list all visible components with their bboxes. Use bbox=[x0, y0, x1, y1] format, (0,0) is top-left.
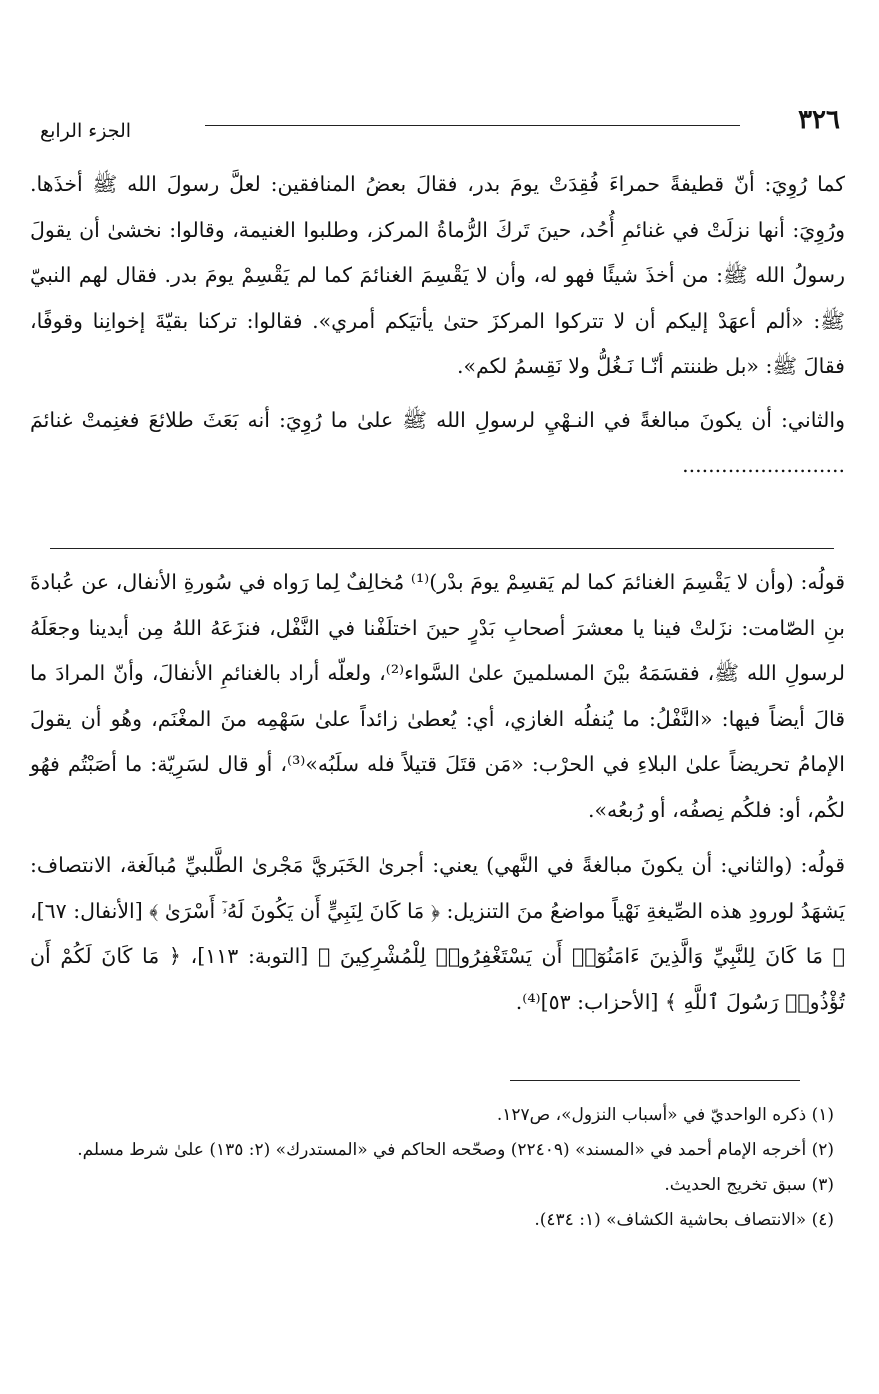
header-rule bbox=[205, 125, 740, 126]
footnote-divider bbox=[510, 1080, 800, 1081]
footnote: (٣) سبق تخريج الحديث. bbox=[664, 1175, 834, 1195]
page-number: ٣٢٦ bbox=[798, 105, 840, 135]
footnote: (١) ذكره الواحديّ في «أسباب النزول»، ص١٢٧. bbox=[496, 1105, 834, 1125]
main-text bbox=[30, 162, 845, 489]
page-header bbox=[40, 100, 840, 160]
commentary-text bbox=[30, 560, 845, 1025]
main-paragraph: والثاني: أن يكونَ مبالغةً في النـهْيِ لرسولِ الله ﷺ علىٰ ما رُوِيَ: أنه بَعَثَ طلائعَ فغنِمتْ غنائمَ ......................... bbox=[30, 407, 845, 477]
commentary-paragraph: قولُه: (والثاني: أن يكونَ مبالغةً في النَّهي) يعني: أجرىٰ الخَبَريَّ مَجْرىٰ الطَّلبيِّ مُبالَغة، الانتصاف: يَشهَدُ لورودِ هذه الصِّيغةِ نَهْياً مواضعُ منَ التنزيل: ﴿ مَا كَانَ لِنَبِيٍّ أَن يَكُونَ لَهُۥٓ أَسْرَىٰ ﴾ [الأنفال: ٦٧]، ﴿ مَا كَانَ لِلنَّبِيِّ وَالَّذِينَ ءَامَنُوٓا۟ أَن يَسْتَغْفِرُوا۟ لِلْمُشْرِكِينَ ﴾ [التوبة: ١١٣]، ﴿ مَا كَانَ لَكُمْ أَن تُؤْذُوا۟ رَسُولَ ٱللَّهِ ﴾ [الأحزاب: ٥٣]⁽⁴⁾. bbox=[30, 853, 845, 1014]
footnotes bbox=[44, 1098, 834, 1238]
volume-title: الجزء الرابع bbox=[40, 120, 132, 142]
footnote: (٢) أخرجه الإمام أحمد في «المسند» (٢٢٤٠٩) وصحّحه الحاكم في «المستدرك» (٢: ١٣٥) علىٰ شرط مسلم. bbox=[77, 1140, 834, 1160]
commentary-paragraph: قولُه: (وأن لا يَقْسِمَ الغنائمَ كما لم يَقسِمْ يومَ بدْر)⁽¹⁾ مُخالِفٌ لِما رَواه في سُورةِ الأنفال، عن عُبادةَ بنِ الصّامت: نزَلتْ فينا يا معشرَ أصحابِ بَدْرٍ حينَ اختلَفْنا في النَّفْل، فنزَعَهُ اللهُ مِن أيدينا وجعَلَهُ لرسولِ الله ﷺ، فقسَمَهُ بيْنَ المسلمينَ علىٰ السَّواء⁽²⁾، ولعلّه أراد بالغنائمِ الأنفالَ، وأنّ المرادَ ما قالَ أيضاً فيها: «النَّفْلُ: ما يُنفلُه الغازي، أي: يُعطىٰ زائداً علىٰ سَهْمِه منَ المغْنَم، وهُو أن يقولَ الإمامُ تحريضاً علىٰ البلاءِ في الحرْب: «مَن قتَلَ قتيلاً فله سلَبُه»⁽³⁾، أو قال لسَرِيّة: ما أصَبْتُم فهُو لكُم، أو: فلكُم نِصفُه، أو رُبعُه». bbox=[30, 570, 846, 822]
section-divider bbox=[50, 548, 834, 549]
footnote: (٤) «الانتصاف بحاشية الكشاف» (١: ٤٣٤). bbox=[534, 1210, 834, 1230]
main-paragraph: كما رُوِيَ: أنّ قطيفةً حمراءَ فُقِدَتْ يومَ بدر، فقالَ بعضُ المنافقين: لعلَّ رسولَ الله ﷺ أخذَها. ورُوِيَ: أنها نزلَتْ في غنائمِ أُحُد، حينَ تَركَ الرُّماةُ المركز، وطلبوا الغنيمة، وقالوا: نخشىٰ أن يقولَ رسولُ الله ﷺ: من أخذَ شيئًا فهو له، وأن لا يَقْسِمَ الغنائمَ كما لم يَقْسِمْ يومَ بدر. فقال لهم النبيّ ﷺ: «ألم أعهَدْ إليكم أن لا تتركوا المركزَ حتىٰ يأتيَكم أمري». فقالوا: تركنا بقيّةَ إخوانِنا وقوفًا، فقالَ ﷺ: «بل ظننتم أنّـا نَـغُلُّ ولا نَقِسمُ لكم». bbox=[30, 172, 845, 378]
